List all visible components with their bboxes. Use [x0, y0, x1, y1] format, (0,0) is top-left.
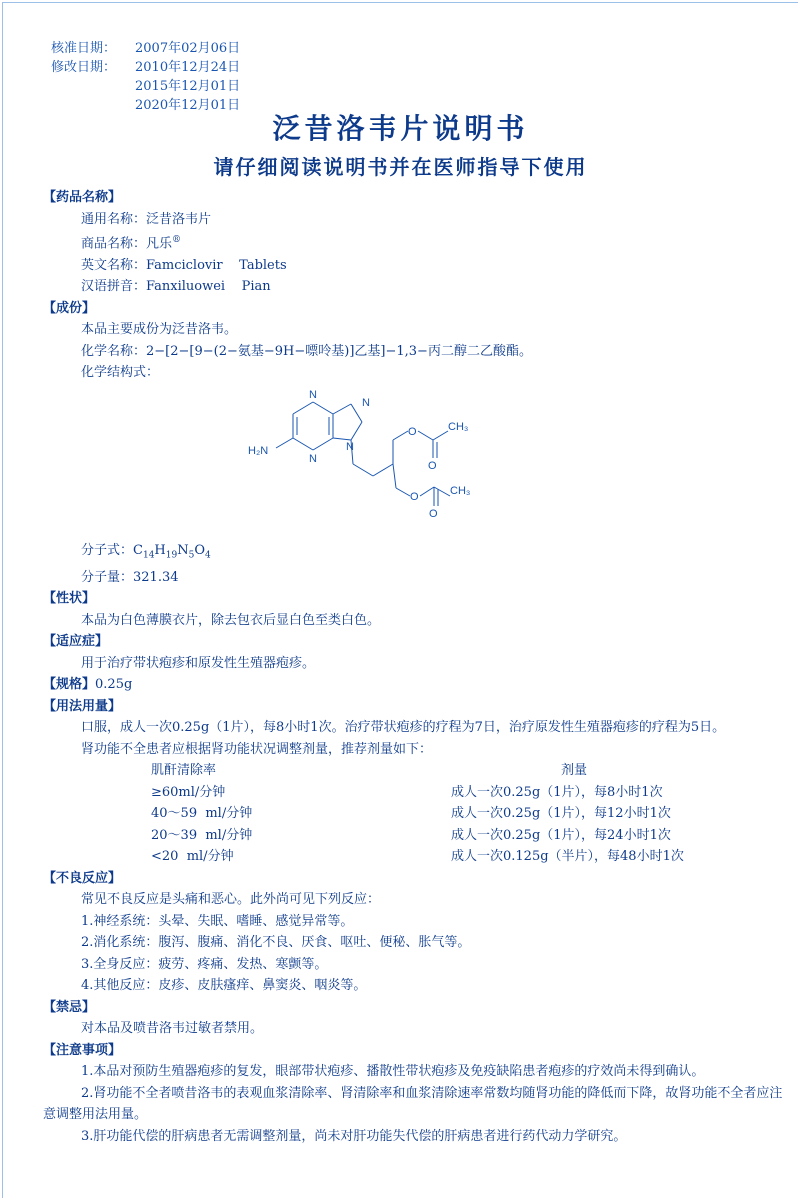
section-heading-contraindications: 【禁忌】 — [43, 999, 96, 1015]
nitrogen-label: N — [346, 440, 354, 453]
document-title: 泛昔洛韦片说明书 — [272, 112, 529, 145]
section-heading-composition: 【成份】 — [43, 300, 96, 316]
main-ingredient: 本品主要成份为泛昔洛韦。 — [81, 322, 238, 338]
nitrogen-label: N — [309, 388, 317, 401]
dosage-table — [151, 760, 751, 868]
registered-mark: ® — [172, 235, 182, 245]
approval-date: 2007年02月06日 — [135, 41, 241, 56]
revision-date: 2020年12月01日 — [135, 98, 241, 113]
generic-name: 通用名称：泛昔洛韦片 — [81, 211, 212, 227]
chemical-structure — [43, 384, 783, 540]
section-heading-drug-name: 【药品名称】 — [43, 190, 122, 205]
amino-group-label: H₂N — [248, 444, 269, 457]
date-block — [51, 39, 240, 115]
character-text: 本品为白色薄膜衣片，除去包衣后显白色至类白色。 — [81, 612, 381, 628]
adverse-item: 1.神经系统：头晕、失眠、嗜睡、感觉异常等。 — [81, 913, 354, 929]
dosage-table-row: 40～59 ml/分钟 成人一次0.25g（1片），每12小时1次 — [151, 806, 671, 822]
clearance-column-header: 肌酐清除率 — [151, 763, 217, 779]
section-heading-character: 【性状】 — [43, 591, 96, 607]
trade-name: 商品名称：凡乐 — [81, 236, 173, 252]
formula-label: 分子式： — [81, 542, 134, 558]
document-subtitle: 请仔细阅读说明书并在医师指导下使用 — [213, 155, 588, 179]
revision-date-label: 修改日期： — [51, 60, 117, 75]
chemical-name: 化学名称：2−[2−[9−(2−氨基−9H−嘌呤基)]乙基]−1,3−丙二醇二乙酸酯。 — [81, 343, 532, 359]
dosage-table-row: <20 ml/分钟 成人一次0.125g（半片），每48小时1次 — [151, 849, 684, 865]
methyl-label: CH₃ — [450, 484, 471, 497]
oxygen-label: O — [408, 425, 417, 438]
oxygen-label: O — [429, 507, 438, 520]
structure-label: 化学结构式： — [81, 365, 160, 381]
renal-dosage-intro: 肾功能不全患者应根据肾功能状况调整剂量，推荐剂量如下： — [81, 741, 433, 757]
revision-date: 2015年12月01日 — [135, 79, 241, 94]
indication-text: 用于治疗带状疱疹和原发性生殖器疱疹。 — [81, 655, 316, 671]
contraindications-text: 对本品及喷昔洛韦过敏者禁用。 — [81, 1021, 264, 1037]
section-heading-dosage: 【用法用量】 — [43, 698, 122, 714]
oxygen-label: O — [428, 459, 437, 472]
methyl-label: CH₃ — [448, 420, 469, 433]
dose-column-header: 剂量 — [561, 763, 588, 779]
oxygen-label: O — [410, 490, 419, 503]
nitrogen-label: N — [309, 452, 317, 465]
molecular-formula: 分子式：$C_{14}H_{19}N_5O_4$ — [81, 542, 211, 561]
document-page — [2, 2, 798, 1198]
revision-date: 2010年12月24日 — [135, 60, 241, 75]
pinyin-name: 汉语拼音：Fanxiluowei Pian — [81, 279, 271, 295]
adverse-item: 4.其他反应：皮疹、皮肤瘙痒、鼻窦炎、咽炎等。 — [81, 978, 367, 994]
english-name: 英文名称：Famciclovir Tablets — [81, 257, 287, 273]
precaution-item: 3.肝功能代偿的肝病患者无需调整剂量，尚未对肝功能失代偿的肝病患者进行药代动力学研究。 — [81, 1128, 627, 1144]
chemical-structure-diagram — [238, 384, 498, 540]
dosage-table-row: 20～39 ml/分钟 成人一次0.25g（1片），每24小时1次 — [151, 827, 671, 843]
dosage-table-row: ≥60ml/分钟 成人一次0.25g（1片），每8小时1次 — [151, 784, 663, 800]
adverse-intro: 常见不良反应是头痛和恶心。此外尚可见下列反应： — [81, 892, 381, 908]
adverse-item: 3.全身反应：疲劳、疼痛、发热、寒颤等。 — [81, 956, 328, 972]
approval-date-label: 核准日期： — [51, 41, 117, 56]
trade-name-line — [43, 230, 783, 255]
precaution-item: 1.本品对预防生殖器疱疹的复发，眼部带状疱疹、播散性带状疱疹及免疫缺陷患者疱疹的疗效尚未得到确认。 — [81, 1064, 705, 1080]
dosage-text: 口服，成人一次0.25g（1片），每8小时1次。治疗带状疱疹的疗程为7日，治疗原发性生殖器疱疹的疗程为5日。 — [81, 720, 726, 736]
nitrogen-label: N — [362, 396, 370, 409]
adverse-item: 2.消化系统：腹泻、腹痛、消化不良、厌食、呕吐、便秘、胀气等。 — [81, 935, 471, 951]
spec-line — [43, 674, 783, 696]
section-heading-adverse: 【不良反应】 — [43, 870, 122, 886]
molecular-weight: 分子量：321.34 — [81, 569, 179, 585]
section-heading-spec: 【规格】 — [43, 677, 96, 693]
precaution-item: 2.肾功能不全者喷昔洛韦的表观血浆清除率、肾清除率和血浆清除速率常数均随肾功能的降低而下降，故肾功能不全者应注意调整用法用量。 — [43, 1085, 783, 1123]
document-body — [43, 187, 783, 1147]
spec-text: 0.25g — [95, 677, 133, 693]
dosage-table-header — [151, 760, 751, 782]
section-heading-precautions: 【注意事项】 — [43, 1042, 122, 1058]
section-heading-indication: 【适应症】 — [43, 634, 109, 650]
